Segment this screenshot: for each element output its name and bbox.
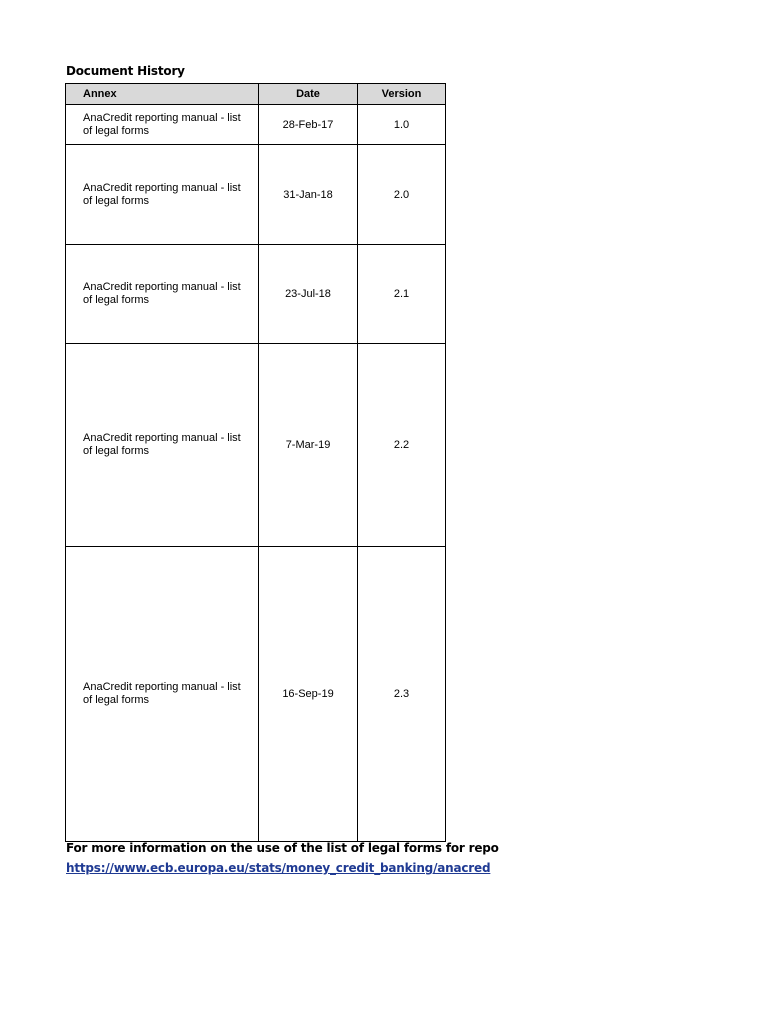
column-header-annex: Annex bbox=[66, 84, 259, 105]
table-header-row bbox=[66, 84, 446, 105]
version-cell: 1.0 bbox=[358, 105, 446, 145]
date-cell: 31-Jan-18 bbox=[259, 145, 358, 245]
annex-cell: AnaCredit reporting manual - list of legal forms bbox=[66, 145, 259, 245]
table-row bbox=[66, 344, 446, 547]
column-header-version: Version bbox=[358, 84, 446, 105]
document-title: Document History bbox=[66, 64, 185, 78]
table-row bbox=[66, 547, 446, 842]
annex-cell: AnaCredit reporting manual - list of legal forms bbox=[66, 245, 259, 344]
version-cell: 2.1 bbox=[358, 245, 446, 344]
table-row bbox=[66, 105, 446, 145]
annex-cell: AnaCredit reporting manual - list of legal forms bbox=[66, 105, 259, 145]
document-history-table bbox=[65, 83, 446, 842]
annex-cell: AnaCredit reporting manual - list of legal forms bbox=[66, 547, 259, 842]
more-info-text: For more information on the use of the list of legal forms for repo bbox=[66, 841, 499, 855]
table-row bbox=[66, 145, 446, 245]
date-cell: 16-Sep-19 bbox=[259, 547, 358, 842]
version-cell: 2.3 bbox=[358, 547, 446, 842]
version-cell: 2.0 bbox=[358, 145, 446, 245]
column-header-date: Date bbox=[259, 84, 358, 105]
date-cell: 28-Feb-17 bbox=[259, 105, 358, 145]
date-cell: 7-Mar-19 bbox=[259, 344, 358, 547]
ecb-anacredit-link[interactable]: https://www.ecb.europa.eu/stats/money_credit_banking/anacred bbox=[66, 861, 491, 875]
date-cell: 23-Jul-18 bbox=[259, 245, 358, 344]
table-row bbox=[66, 245, 446, 344]
annex-cell: AnaCredit reporting manual - list of legal forms bbox=[66, 344, 259, 547]
version-cell: 2.2 bbox=[358, 344, 446, 547]
